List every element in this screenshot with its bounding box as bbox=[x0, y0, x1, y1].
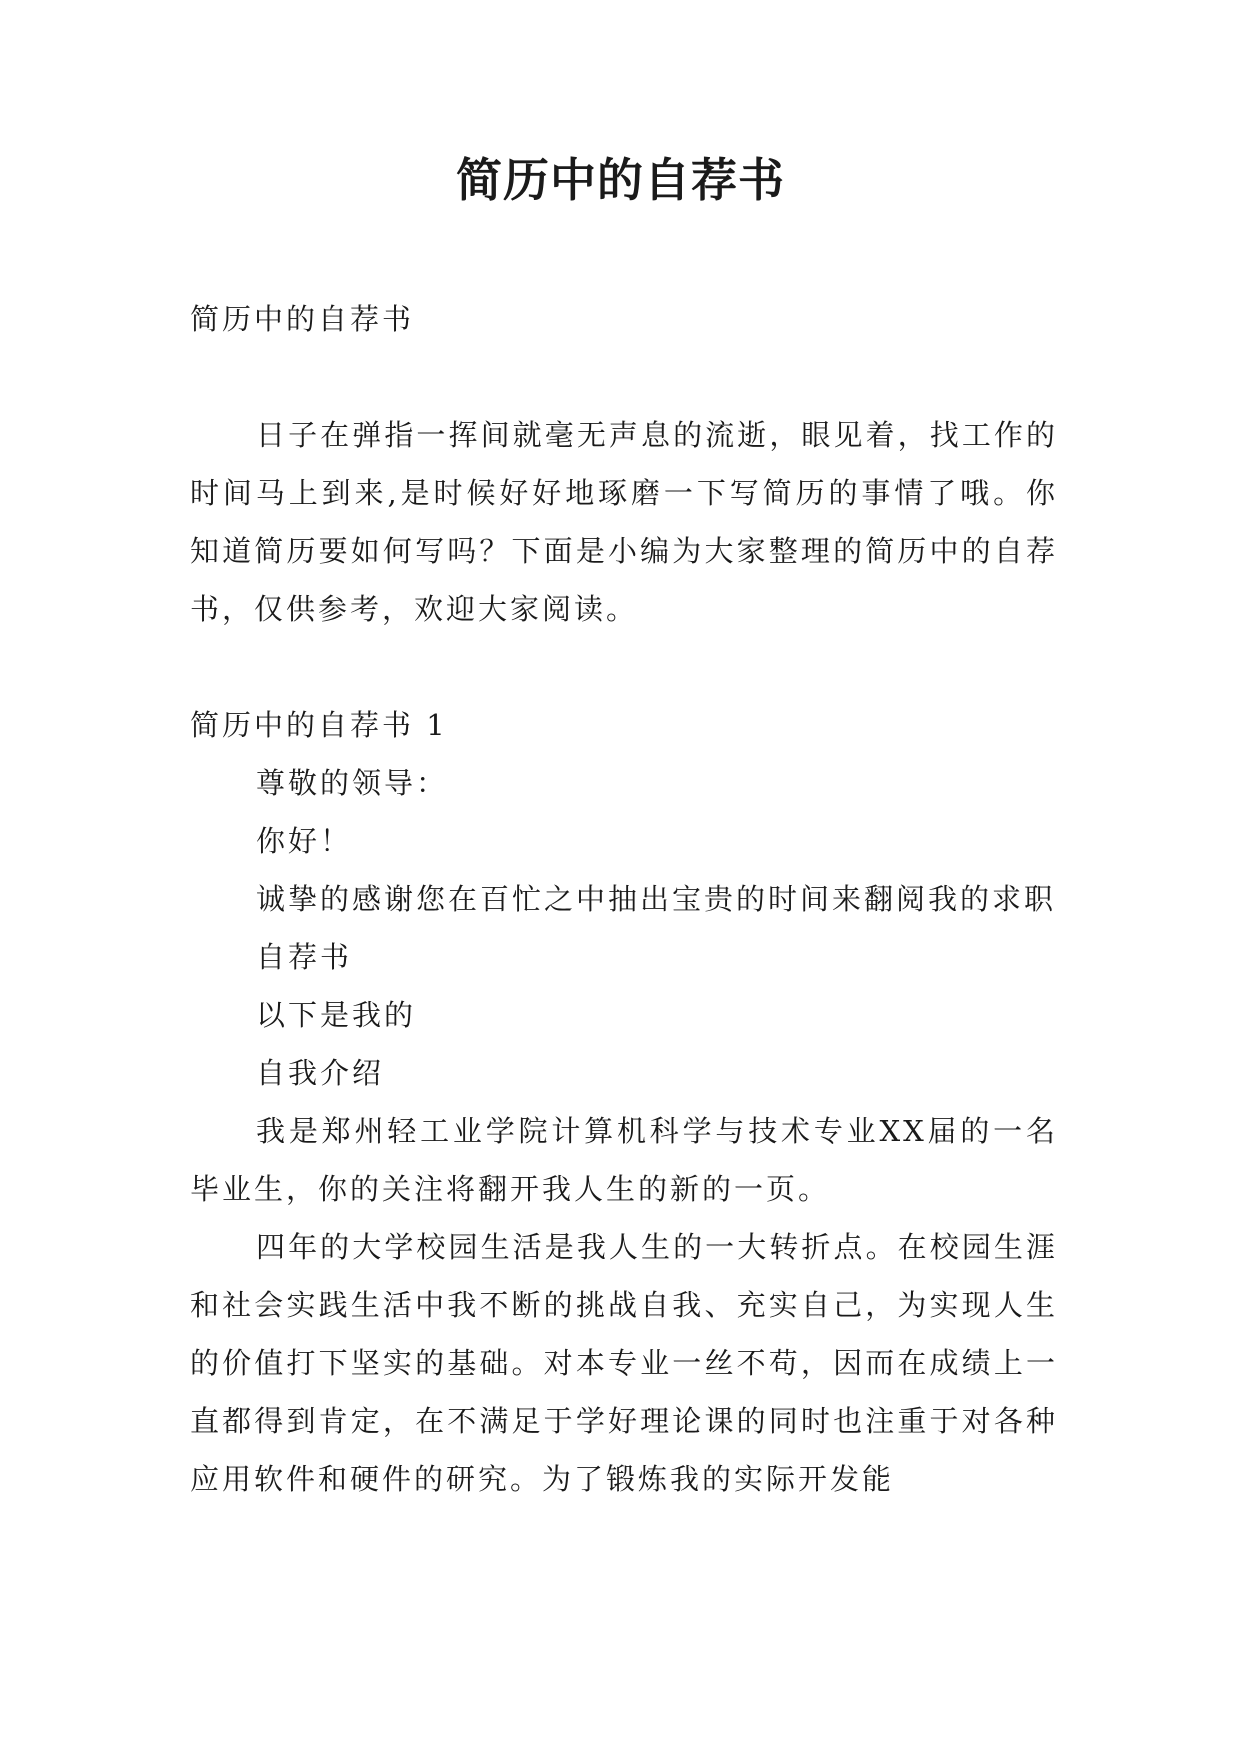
subtitle: 简历中的自荐书 bbox=[190, 302, 415, 336]
salutation: 尊敬的领导： bbox=[256, 766, 449, 800]
intro-paragraph: 日子在弹指一挥间就毫无声息的流逝，眼见着，找工作的时间马上到来,是时候好好地琢磨一下写简历的事情了哦。你知道简历要如何写吗？下面是小编为大家整理的简历中的自荐书，仅供参考，欢迎大家阅读。 bbox=[190, 418, 1058, 626]
student-paragraph: 我是郑州轻工业学院计算机科学与技术专业XX届的一名毕业生，你的关注将翻开我人生的新的一页。 bbox=[190, 1114, 1058, 1206]
college-paragraph: 四年的大学校园生活是我人生的一大转折点。在校园生涯和社会实践生活中我不断的挑战自我、充实自己，为实现人生的价值打下坚实的基础。对本专业一丝不苟，因而在成绩上一直都得到肯定，在不满足于学好理论课的同时也注重于对各种应用软件和硬件的研究。为了锻炼我的实际开发能 bbox=[190, 1230, 1058, 1496]
thanks-paragraph: 诚挚的感谢您在百忙之中抽出宝贵的时间来翻阅我的求职 bbox=[256, 882, 1057, 916]
section-heading: 简历中的自荐书 1 bbox=[190, 708, 448, 742]
greeting: 你好！ bbox=[256, 824, 353, 858]
self-recommendation-line: 自荐书 bbox=[256, 940, 353, 974]
self-introduction-line: 自我介绍 bbox=[256, 1056, 385, 1090]
document-body bbox=[190, 290, 1058, 1508]
following-line: 以下是我的 bbox=[256, 998, 417, 1032]
document-title: 简历中的自荐书 bbox=[456, 153, 785, 207]
